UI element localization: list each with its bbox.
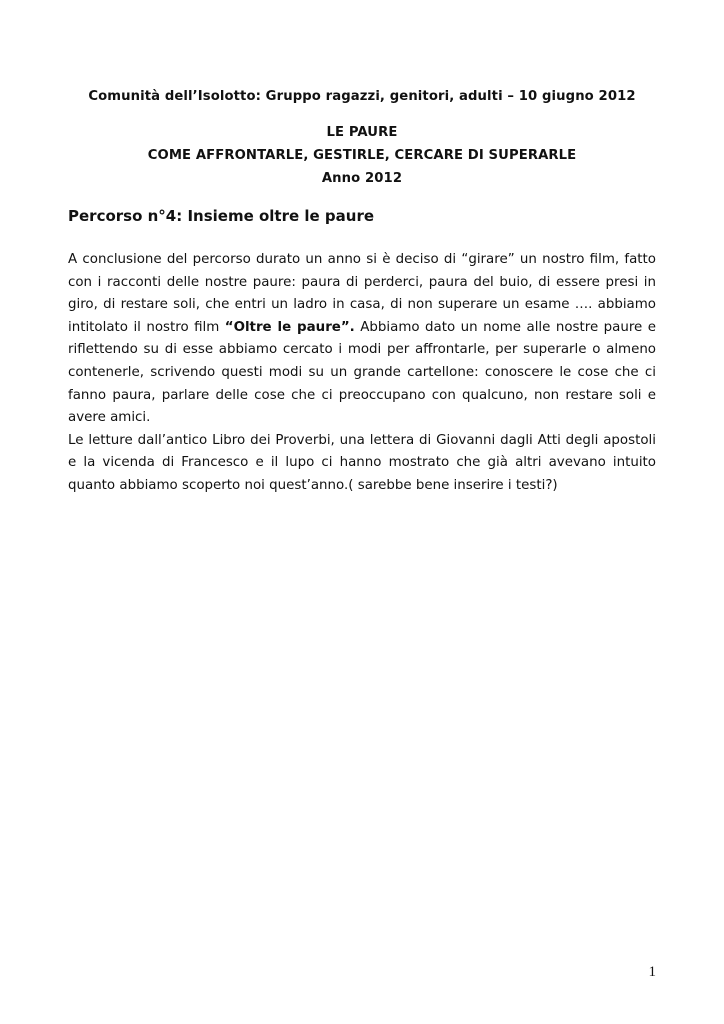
- paragraph-1: [68, 249, 656, 430]
- film-title: “Oltre le paure”.: [224, 319, 355, 335]
- document-year: Anno 2012: [321, 171, 403, 186]
- paragraph-2: Le letture dall’antico Libro dei Proverbi, una lettera di Giovanni dagli Atti degli apostoli e la vicenda di Francesco e il lupo ci hanno mostrato che già altri avevano intuito quanto abbiamo scoperto noi quest’anno.( sarebbe bene inserire i testi?): [68, 432, 656, 493]
- body-text: [68, 249, 656, 498]
- document-subtitle: COME AFFRONTARLE, GESTIRLE, CERCARE DI SUPERARLE: [147, 148, 577, 163]
- document-title: LE PAURE: [326, 125, 398, 140]
- paragraph-1-start: A conclusione del percorso durato un anno si è deciso di “girare” un nostro film, fatto con i racconti delle nostre paure: paura di perderci, paura del buio, di essere presi in giro, di restare soli, che entri un ladro in casa, di non superare un esame …. abbiamo intitolato il nostro film: [68, 252, 656, 335]
- header-community-line: Comunità dell’Isolotto: Gruppo ragazzi, genitori, adulti – 10 giugno 2012: [88, 89, 636, 104]
- section-title: Percorso n°4: Insieme oltre le paure: [68, 207, 375, 225]
- paragraph-1-end: Abbiamo dato un nome alle nostre paure e riflettendo su di esse abbiamo cercato i modi per affrontarle, per superarle o almeno contenerle, scrivendo questi modi su un grande cartellone: conoscere le cose che ci fanno paura, parlare delle cose che ci preoccupano con qualcuno, non restare soli e avere amici.: [68, 319, 656, 426]
- page-number: 1: [648, 964, 656, 980]
